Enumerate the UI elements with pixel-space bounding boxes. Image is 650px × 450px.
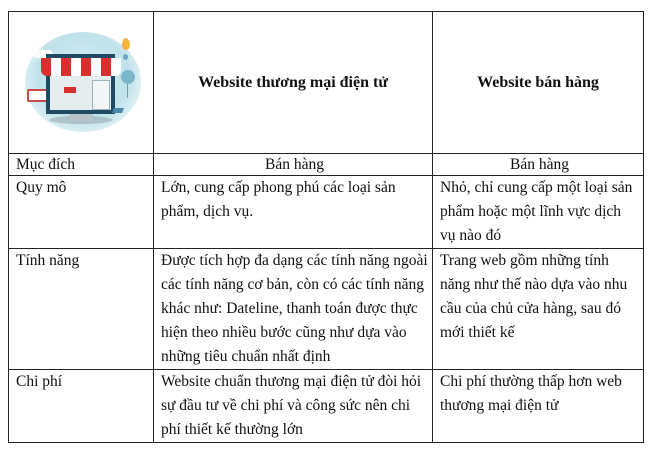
table-row	[9, 176, 644, 249]
sales-cell: Trang web gồm những tính năng như thế nào dựa vào nhu cầu của chủ cửa hàng, sau đó mới thiết kế	[433, 249, 644, 370]
column-header-sales-website: Website bán hàng	[433, 12, 644, 154]
table-row	[9, 154, 644, 176]
table-row	[9, 370, 644, 443]
sales-cell: Bán hàng	[433, 154, 644, 176]
table-header-row	[9, 12, 644, 154]
ecommerce-cell: Bán hàng	[154, 154, 433, 176]
ecommerce-cell: Website chuẩn thương mại điện tử đòi hỏi sự đầu tư về chi phí và công sức nên chi phí thiết kế thường lớn	[154, 370, 433, 443]
row-label: Quy mô	[9, 176, 154, 249]
comparison-table	[8, 11, 644, 443]
ecommerce-cell: Được tích hợp đa dạng các tính năng ngoài các tính năng cơ bản, còn có các tính năng khác như: Dateline, thanh toán được thực hiện theo nhiều bước cũng như dựa vào những tiêu chuẩn nhất định	[154, 249, 433, 370]
ecommerce-cell: Lớn, cung cấp phong phú các loại sản phẩm, dịch vụ.	[154, 176, 433, 249]
online-store-icon	[9, 12, 154, 153]
column-header-ecommerce: Website thương mại điện tử	[154, 12, 433, 154]
row-label: Chi phí	[9, 370, 154, 443]
row-label: Mục đích	[9, 154, 154, 176]
sales-cell: Chi phí thường thấp hơn web thương mại điện tử	[433, 370, 644, 443]
header-image-cell	[9, 12, 154, 154]
table-row	[9, 249, 644, 370]
row-label: Tính năng	[9, 249, 154, 370]
sales-cell: Nhỏ, chỉ cung cấp một loại sản phẩm hoặc một lĩnh vực dịch vụ nào đó	[433, 176, 644, 249]
